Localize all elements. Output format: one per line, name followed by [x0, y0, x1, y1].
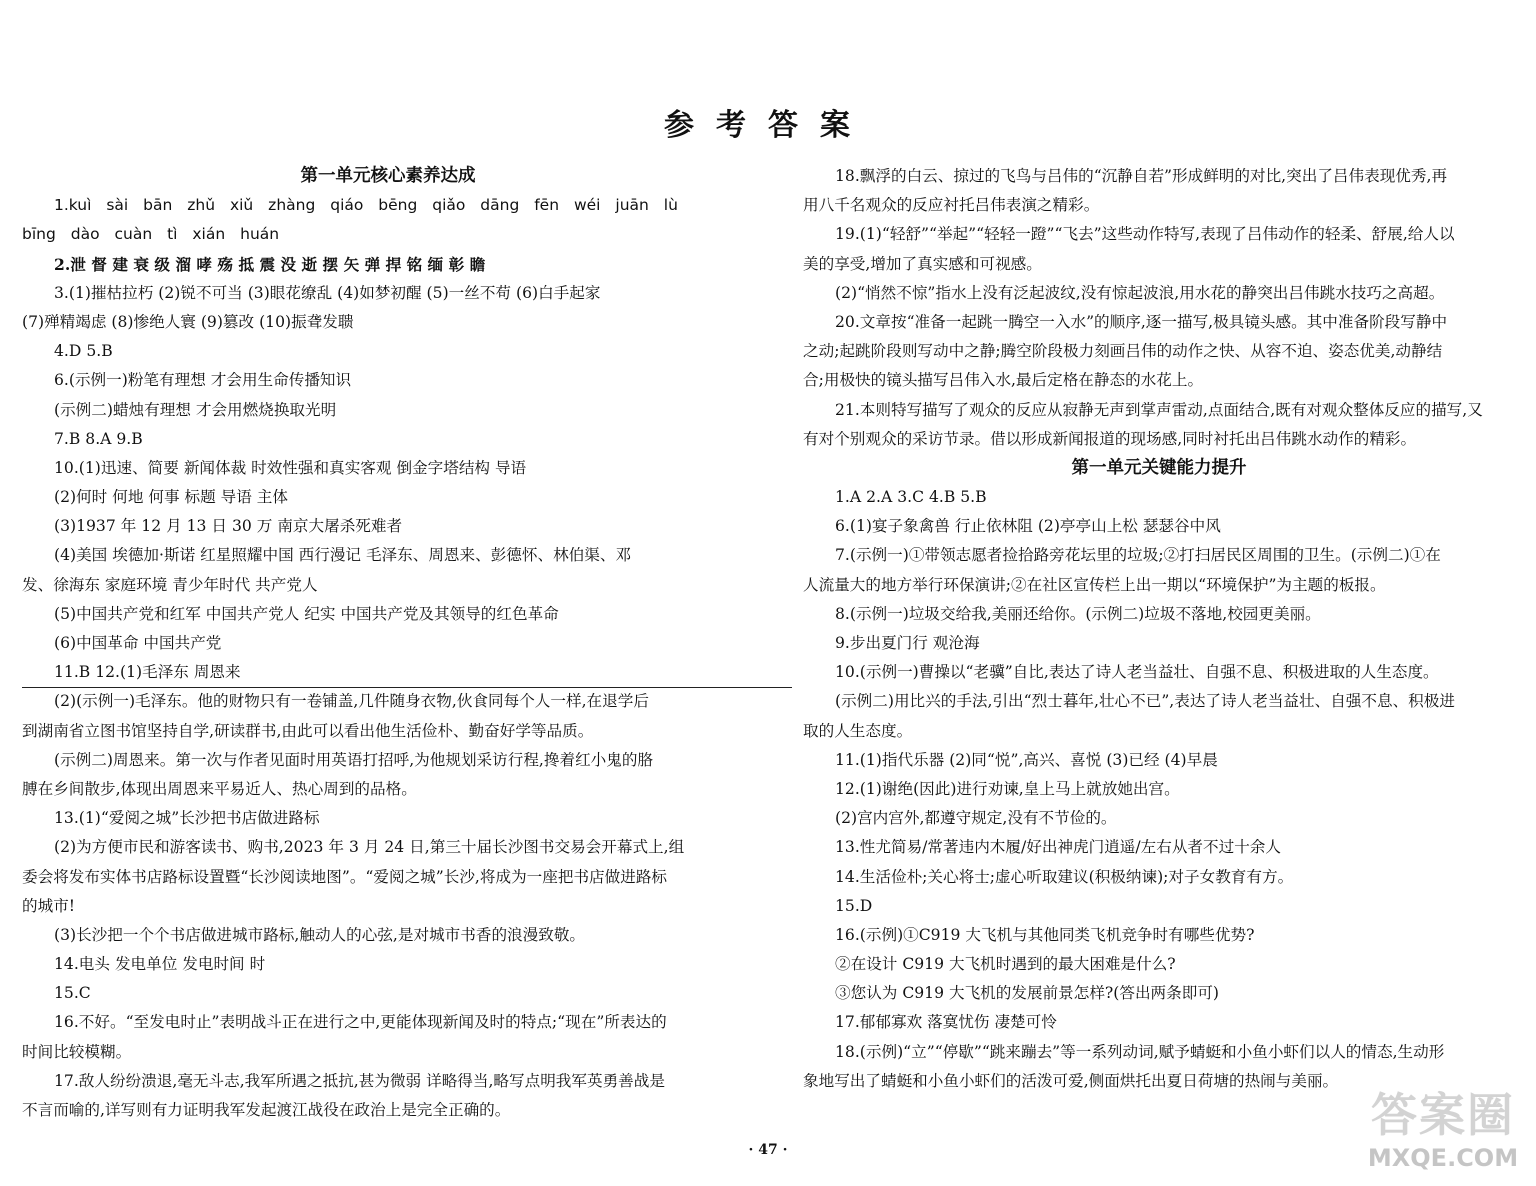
answer-line: 取的人生态度。 — [803, 721, 913, 740]
answer-line: 12.(1)谢绝(因此)进行劝谏,皇上马上就放她出宫。 — [835, 779, 1180, 798]
answer-line: 15.D — [835, 896, 873, 915]
answer-line: 到湖南省立图书馆坚持自学,研读群书,由此可以看出他生活俭朴、勤奋好学等品质。 — [22, 721, 594, 740]
answer-line: 6.(示例一)粉笔有理想 才会用生命传播知识 — [54, 371, 352, 390]
answer-line: 17.敌人纷纷溃退,毫无斗志,我军所遇之抵抗,甚为微弱 详略得当,略写点明我军英勇善战是 — [54, 1071, 665, 1090]
page-title: 参考答案 — [664, 108, 872, 143]
answer-line: (示例二)蜡烛有理想 才会用燃烧换取光明 — [54, 400, 337, 419]
answer-line: 美的享受,增加了真实感和可视感。 — [803, 254, 1042, 273]
answer-line: (3)1937 年 12 月 13 日 30 万 南京大屠杀死难者 — [54, 517, 403, 536]
answer-line: 8.(示例一)垃圾交给我,美丽还给你。(示例二)垃圾不落地,校园更美丽。 — [835, 604, 1321, 623]
answer-line: (2)宫内宫外,都遵守规定,没有不节俭的。 — [835, 809, 1117, 828]
left-column — [22, 162, 754, 1125]
answer-line: 3.(1)摧枯拉朽 (2)锐不可当 (3)眼花缭乱 (4)如梦初醒 (5)一丝不苟 (6)白手起家 — [54, 283, 601, 302]
page-number: · 47 · — [748, 1142, 788, 1158]
answer-line: (2)为方便市民和游客读书、购书,2023 年 3 月 24 日,第三十届长沙图书交易会开幕式上,组 — [54, 838, 685, 857]
answer-line: 18.(示例)“立”“停歇”“跳来蹦去”等一系列动词,赋予蜻蜓和小鱼小虾们以人的情态,生动形 — [835, 1042, 1445, 1061]
answer-line: 6.(1)宴子象禽兽 行止依林阻 (2)亭亭山上松 瑟瑟谷中风 — [835, 517, 1221, 536]
answer-line: 17.郁郁寡欢 落寞忧伤 凄楚可怜 — [835, 1013, 1057, 1032]
answer-line: (示例二)用比兴的手法,引出“烈士暮年,壮心不已”,表达了诗人老当益壮、自强不息、积极进 — [835, 692, 1455, 711]
answer-line: 13.(1)“爱阅之城”长沙把书店做进路标 — [54, 809, 320, 828]
right-column — [803, 162, 1515, 1096]
answer-line: 19.(1)“轻舒”“举起”“轻轻一蹬”“飞去”这些动作特写,表现了吕伟动作的轻柔、舒展,给人以 — [835, 225, 1455, 244]
answer-line: 7.(示例一)①带领志愿者捡拾路旁花坛里的垃圾;②打扫居民区周围的卫生。(示例二)①在 — [835, 546, 1441, 565]
answer-line: (示例二)周恩来。第一次与作者见面时用英语打招呼,为他规划采访行程,搀着红小鬼的胳 — [54, 750, 654, 769]
watermark-logo — [1358, 1088, 1528, 1180]
answer-line: bīng dào cuàn tì xián huán — [22, 225, 280, 244]
answer-line: 18.飘浮的白云、掠过的飞鸟与吕伟的“沉静自若”形成鲜明的对比,突出了吕伟表现优秀,再 — [835, 167, 1448, 185]
answer-line: 21.本则特写描写了观众的反应从寂静无声到掌声雷动,点面结合,既有对观众整体反应的描写,又 — [835, 400, 1483, 419]
answer-line: 20.文章按“准备一起跳一腾空一入水”的顺序,逐一描写,极具镜头感。其中准备阶段写静中 — [835, 312, 1448, 331]
answer-line: 1.A 2.A 3.C 4.B 5.B — [835, 488, 987, 507]
answer-line: 16.(示例)①C919 大飞机与其他同类飞机竞争时有哪些优势? — [835, 925, 1255, 944]
watermark-text: 答案圈 — [1371, 1088, 1515, 1142]
answer-line: 14.生活俭朴;关心将士;虚心听取建议(积极纳谏);对子女教育有方。 — [835, 867, 1294, 886]
answer-line: 14.电头 发电单位 发电时间 时 — [54, 955, 266, 974]
answer-line: 之动;起跳阶段则写动中之静;腾空阶段极力刻画吕伟的动作之快、从容不迫、姿态优美,动静结 — [803, 342, 1443, 361]
answer-line: 7.B 8.A 9.B — [54, 429, 143, 448]
answer-line: (5)中国共产党和红军 中国共产党人 纪实 中国共产党及其领导的红色革命 — [54, 604, 559, 623]
answer-line: (2)(示例一)毛泽东。他的财物只有一卷铺盖,几件随身衣物,伙食同每个人一样,在退学后 — [54, 692, 649, 711]
answer-line: 象地写出了蜻蜓和小鱼小虾们的活泼可爱,侧面烘托出夏日荷塘的热闹与美丽。 — [803, 1071, 1339, 1090]
answer-line: 委会将发布实体书店路标设置暨“长沙阅读地图”。“爱阅之城”长沙,将成为一座把书店做进路标 — [22, 867, 668, 886]
answer-line: 的城市! — [22, 896, 76, 915]
answer-line: 不言而喻的,详写则有力证明我军发起渡江战役在政治上是完全正确的。 — [22, 1101, 511, 1119]
answer-line: ③您认为 C919 大飞机的发展前景怎样?(答出两条即可) — [835, 984, 1220, 1003]
answer-line: 膊在乡间散步,体现出周恩来平易近人、热心周到的品格。 — [22, 779, 417, 798]
answer-line: (4)美国 埃德加·斯诺 红星照耀中国 西行漫记 毛泽东、周恩来、彭德怀、林伯渠、邓 — [54, 546, 632, 565]
answer-line: 15.C — [54, 984, 91, 1003]
answer-line: 13.性尤简易/常著违内木履/好出神虎门逍遥/左右从者不过十余人 — [835, 838, 1281, 857]
answer-line: 1.kuì sài bān zhǔ xiǔ zhàng qiáo bēng qiǎo dāng fēn wéi juān lù — [54, 196, 678, 215]
answer-line: (6)中国革命 中国共产党 — [54, 634, 222, 652]
section-heading-core-literacy: 第一单元核心素养达成 — [300, 166, 476, 186]
column-divider-rule — [22, 687, 792, 688]
answer-line: 10.(示例一)曹操以“老骥”自比,表达了诗人老当益壮、自强不息、积极进取的人生态度。 — [835, 663, 1439, 682]
answer-line: 10.(1)迅速、简要 新闻体裁 时效性强和真实客观 倒金字塔结构 导语 — [54, 458, 527, 477]
section-heading-key-ability: 第一单元关键能力提升 — [1071, 457, 1247, 478]
answer-line: 发、徐海东 家庭环境 青少年时代 共产党人 — [22, 575, 318, 594]
answer-line: 合;用极快的镜头描写吕伟入水,最后定格在静态的水花上。 — [803, 371, 1204, 390]
answer-line: 16.不好。“至发电时止”表明战斗正在进行之中,更能体现新闻及时的特点;“现在”所表达的 — [54, 1013, 667, 1032]
answer-line: 有对个别观众的采访节录。借以形成新闻报道的现场感,同时衬托出吕伟跳水动作的精彩。 — [803, 429, 1417, 448]
answer-line: 人流量大的地方举行环保演讲;②在社区宣传栏上出一期以“环境保护”为主题的板报。 — [803, 575, 1386, 594]
answer-line: 9.步出夏门行 观沧海 — [835, 634, 980, 652]
answer-line: 2.泄 督 建 衰 级 溜 哮 殇 抵 震 没 逝 摆 矢 弹 捍 铭 缅 彰 瞻 — [54, 254, 486, 274]
answer-line: (7)殚精竭虑 (8)惨绝人寰 (9)篡改 (10)振聋发聩 — [22, 312, 354, 331]
answer-line: 时间比较模糊。 — [22, 1042, 132, 1061]
answer-line: 11.(1)指代乐器 (2)同“悦”,高兴、喜悦 (3)已经 (4)早晨 — [835, 750, 1218, 769]
answer-line: 4.D 5.B — [54, 342, 113, 361]
watermark-domain: MXQE.COM — [1367, 1144, 1519, 1172]
answer-line: 用八千名观众的反应衬托吕伟表演之精彩。 — [803, 196, 1100, 215]
answer-line: (2)“悄然不惊”指水上没有泛起波纹,没有惊起波浪,用水花的静突出吕伟跳水技巧之高超。 — [835, 283, 1445, 302]
answer-line: ②在设计 C919 大飞机时遇到的最大困难是什么? — [835, 955, 1176, 974]
answer-line: (2)何时 何地 何事 标题 导语 主体 — [54, 488, 288, 507]
answer-line: 11.B 12.(1)毛泽东 周恩来 — [54, 663, 241, 682]
answer-line: (3)长沙把一个个书店做进城市路标,触动人的心弦,是对城市书香的浪漫致敬。 — [54, 925, 586, 944]
